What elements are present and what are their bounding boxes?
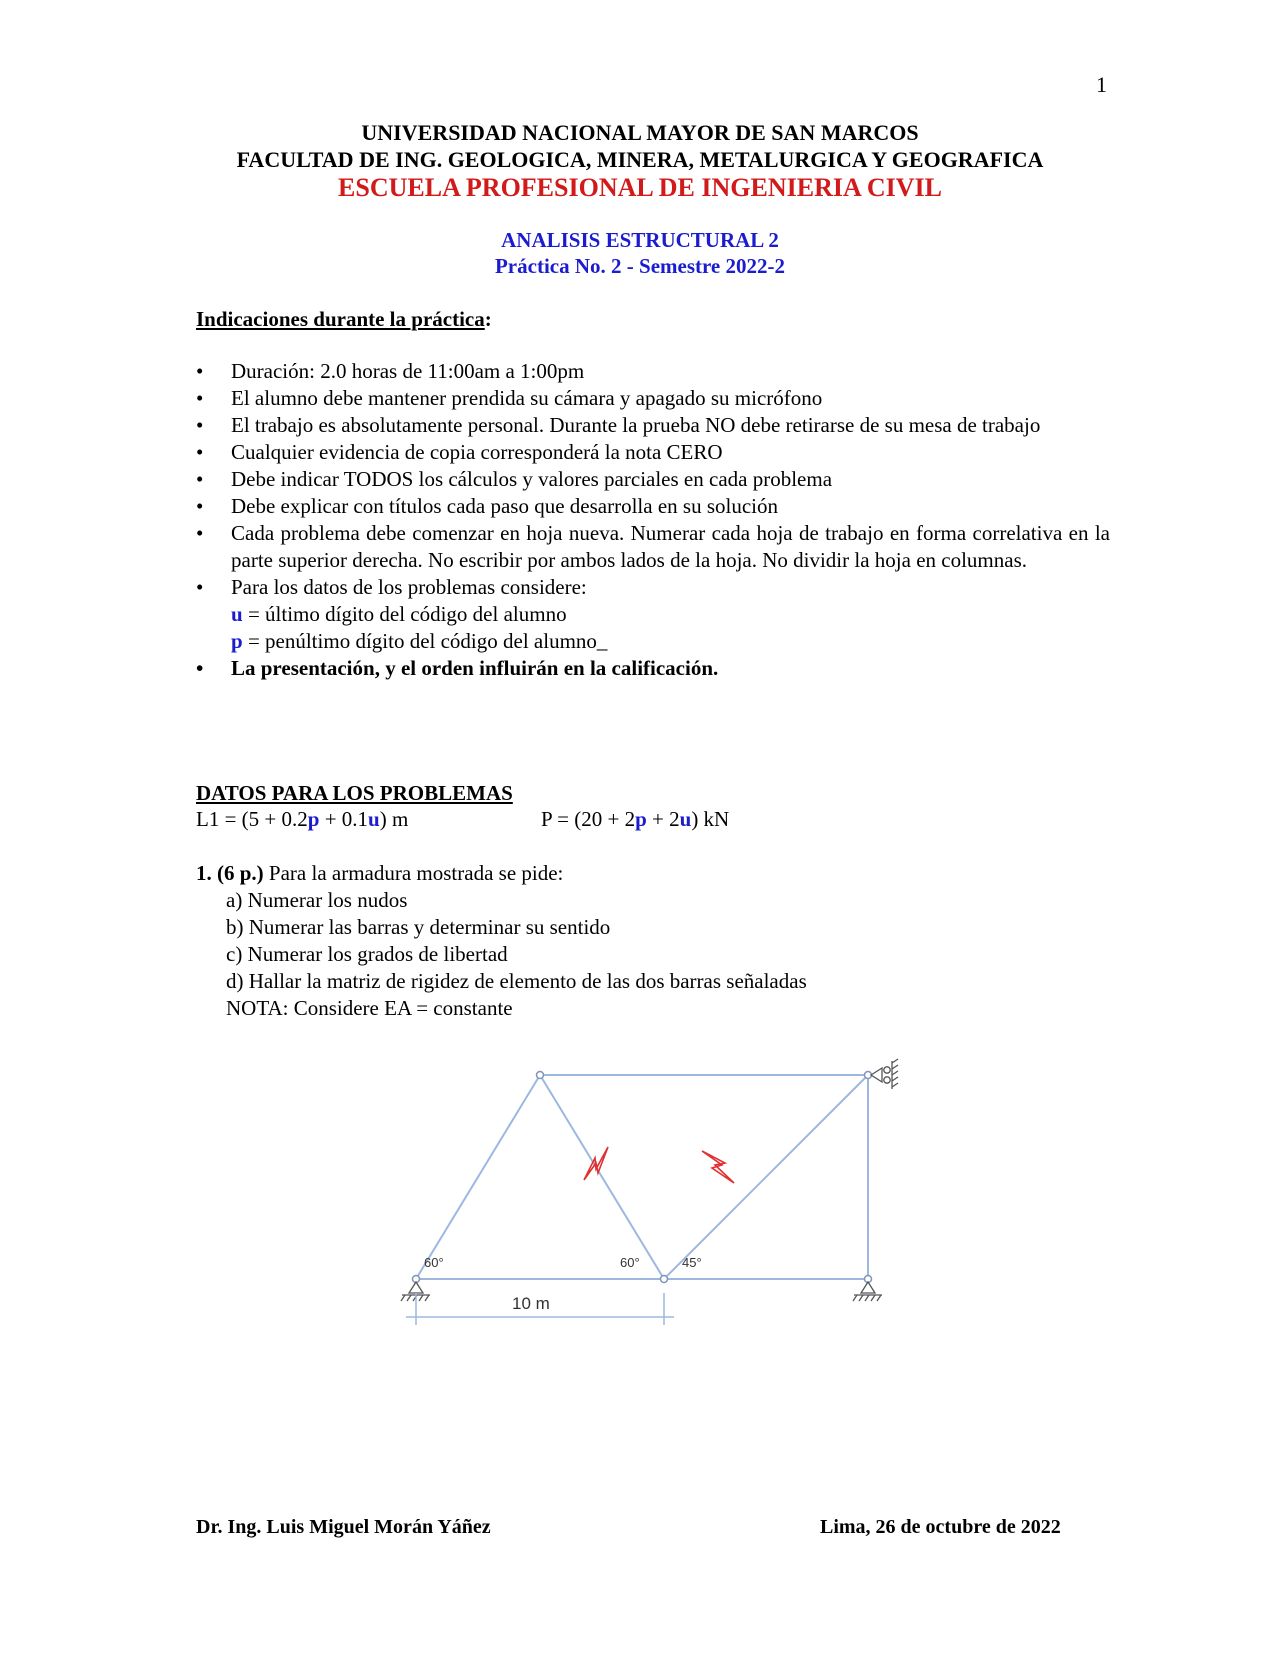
- angle-label-mid: 60°: [620, 1255, 640, 1270]
- truss-figure: [390, 1055, 920, 1355]
- member-right-diagonal: [664, 1075, 868, 1279]
- bullet: •: [196, 440, 204, 464]
- instruction-text: La presentación, y el orden influirán en la calificación.: [231, 656, 719, 680]
- p-definition: [231, 628, 1110, 655]
- l1-u: u: [368, 807, 380, 831]
- instructions-heading-text: Indicaciones durante la práctica: [196, 307, 485, 331]
- l1-part: + 0.1: [319, 807, 369, 831]
- l1-part: L1 = (5 + 0.2: [196, 807, 308, 831]
- instruction-text: Debe explicar con títulos cada paso que desarrolla en su solución: [231, 494, 778, 518]
- bullet: •: [196, 494, 204, 518]
- l1-part: ) m: [379, 807, 409, 831]
- data-heading: DATOS PARA LOS PROBLEMAS: [196, 781, 513, 805]
- university-title: UNIVERSIDAD NACIONAL MAYOR DE SAN MARCOS: [361, 120, 919, 145]
- P-part: P = (20 + 2: [541, 807, 636, 831]
- instruction-text: Debe indicar TODOS los cálculos y valores parciales en cada problema: [231, 467, 833, 491]
- instructions-heading-colon: :: [484, 307, 492, 331]
- member-left-diagonal: [416, 1075, 540, 1279]
- u-definition-text: = último dígito del código del alumno: [242, 602, 567, 626]
- roller-support-top-right: [871, 1059, 898, 1089]
- instruction-text: Cada problema debe comenzar en hoja nueva. Numerar cada hoja de trabajo en forma correlativa en la parte superior derecha. No escribir por ambos lados de la hoja. No dividir la hoja en columnas.: [231, 521, 1110, 572]
- instruction-text: El alumno debe mantener prendida su cámara y apagado su micrófono: [231, 386, 823, 410]
- instruction-text: Duración: 2.0 horas de 11:00am a 1:00pm: [231, 359, 585, 383]
- practice-title: Práctica No. 2 - Semestre 2022-2: [494, 254, 785, 278]
- bullet: •: [196, 413, 204, 437]
- page-number: 1: [1096, 72, 1107, 97]
- instructions-list: [196, 358, 1110, 682]
- node: [537, 1072, 544, 1079]
- problem-points: (6 p.): [217, 861, 264, 885]
- school-title: ESCUELA PROFESIONAL DE INGENIERIA CIVIL: [338, 173, 942, 202]
- footer-author: Dr. Ing. Luis Miguel Morán Yáñez: [196, 1516, 491, 1538]
- truss-members: [416, 1075, 868, 1279]
- list-item: [196, 520, 1110, 574]
- u-variable: u: [231, 602, 243, 626]
- list-item: d) Hallar la matriz de rigidez de elemento de las dos barras señaladas: [226, 969, 807, 993]
- problem-note: NOTA: Considere EA = constante: [226, 996, 513, 1020]
- list-item: [196, 385, 1110, 412]
- list-item: [196, 439, 1110, 466]
- p-definition-text: = penúltimo dígito del código del alumno_: [242, 629, 608, 653]
- u-definition: [231, 601, 1110, 628]
- data-item-intro: Para los datos de los problemas considere:: [231, 575, 587, 599]
- dimension-label: 10 m: [512, 1294, 550, 1313]
- p-variable: p: [231, 629, 243, 653]
- list-item: [196, 574, 1110, 655]
- angle-label-left: 60°: [424, 1255, 444, 1270]
- angle-label-right: 45°: [682, 1255, 702, 1270]
- instructions-heading: [196, 306, 492, 333]
- problem-number: 1.: [196, 861, 212, 885]
- P-part: + 2: [646, 807, 680, 831]
- bullet: •: [196, 656, 204, 680]
- list-item: c) Numerar los grados de libertad: [226, 942, 508, 966]
- list-item: [196, 493, 1110, 520]
- P-p: p: [635, 807, 647, 831]
- l1-p: p: [307, 807, 320, 831]
- member-center-diagonal: [540, 1075, 664, 1279]
- instruction-text: Cualquier evidencia de copia corresponderá la nota CERO: [231, 440, 723, 464]
- truss-nodes: [413, 1072, 872, 1283]
- bullet: •: [196, 467, 204, 491]
- selected-bar-marker-right: [702, 1151, 734, 1183]
- instruction-text: El trabajo es absolutamente personal. Durante la prueba NO debe retirarse de su mesa de trabajo: [231, 413, 1041, 437]
- course-title: ANALISIS ESTRUCTURAL 2: [501, 228, 779, 252]
- list-item: a) Numerar los nudos: [226, 888, 408, 912]
- list-item: [196, 358, 1110, 385]
- bullet: •: [196, 575, 204, 599]
- list-item: b) Numerar las barras y determinar su sentido: [226, 915, 611, 939]
- l1-formula: [196, 806, 408, 833]
- problem-1: [196, 860, 807, 1022]
- P-part: ) kN: [691, 807, 730, 831]
- node: [661, 1276, 668, 1283]
- p-formula: [541, 806, 729, 833]
- bullet: •: [196, 521, 204, 545]
- pin-support-right: [853, 1282, 882, 1301]
- list-item: [196, 412, 1110, 439]
- bullet: •: [196, 359, 204, 383]
- problem-intro: Para la armadura mostrada se pide:: [263, 861, 564, 885]
- bullet: •: [196, 386, 204, 410]
- footer-date: Lima, 26 de octubre de 2022: [820, 1516, 1061, 1538]
- faculty-title: FACULTAD DE ING. GEOLOGICA, MINERA, METALURGICA Y GEOGRAFICA: [236, 147, 1044, 172]
- list-item: [196, 655, 1110, 682]
- P-u: u: [679, 807, 692, 831]
- problem-1-statement: [196, 860, 807, 887]
- list-item: [196, 466, 1110, 493]
